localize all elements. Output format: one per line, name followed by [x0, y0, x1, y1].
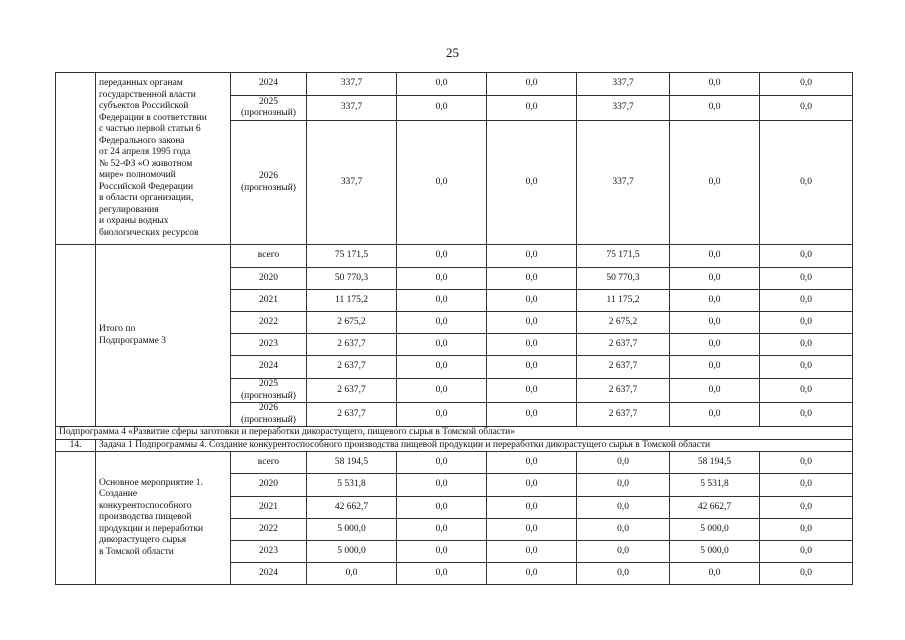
value-cell: 5 000,0	[670, 541, 760, 563]
event-name-line: от 24 апреля 1995 года	[99, 147, 191, 157]
event-name-line: дикорастущего сырья	[99, 535, 187, 546]
value-cell: 0,0	[397, 356, 487, 379]
value-cell: 337,7	[307, 121, 397, 245]
value-cell: 0,0	[760, 379, 853, 403]
year-cell: 2026 (прогнозный)	[231, 403, 307, 427]
year-cell: 2025 (прогнозный)	[231, 379, 307, 403]
value-cell: 0,0	[577, 497, 670, 519]
value-cell: 0,0	[577, 519, 670, 541]
table-row	[56, 73, 853, 96]
value-cell: 0,0	[760, 452, 853, 474]
value-cell: 5 000,0	[670, 519, 760, 541]
value-cell: 0,0	[670, 563, 760, 585]
value-cell: 0,0	[487, 356, 577, 379]
row-index-cell	[56, 245, 96, 427]
year-cell: 2021	[231, 290, 307, 312]
value-cell: 337,7	[577, 121, 670, 245]
value-cell: 0,0	[487, 245, 577, 268]
value-cell: 0,0	[760, 268, 853, 290]
event-name-line: Федерального закона	[99, 135, 185, 146]
value-cell: 0,0	[670, 121, 760, 245]
subprogram-row	[56, 427, 853, 440]
year-cell: 2026 (прогнозный)	[231, 121, 307, 245]
value-cell: 0,0	[397, 497, 487, 519]
event-name-cell	[96, 245, 231, 427]
value-cell: 0,0	[487, 268, 577, 290]
event-name-line: конкурентоспособного	[99, 500, 192, 511]
value-cell: 0,0	[397, 268, 487, 290]
value-cell: 50 770,3	[577, 268, 670, 290]
event-name-line: с частью первой статьи 6	[99, 124, 201, 134]
value-cell: 0,0	[397, 334, 487, 356]
value-cell: 0,0	[670, 403, 760, 427]
value-cell: 0,0	[397, 73, 487, 96]
value-cell: 0,0	[577, 474, 670, 497]
year-cell: 2022	[231, 519, 307, 541]
value-cell: 0,0	[397, 379, 487, 403]
event-name-line: Итого по	[99, 324, 136, 334]
value-cell: 75 171,5	[307, 245, 397, 268]
value-cell: 0,0	[487, 379, 577, 403]
value-cell: 0,0	[670, 268, 760, 290]
value-cell: 0,0	[307, 563, 397, 585]
value-cell: 2 637,7	[577, 403, 670, 427]
value-cell: 0,0	[487, 497, 577, 519]
value-cell: 0,0	[397, 290, 487, 312]
value-cell: 0,0	[670, 356, 760, 379]
task-text: Задача 1 Подпрограммы 4. Создание конкурентоспособного производства пищевой продукции и переработки дикорастущего сырья в Томской области	[96, 439, 853, 452]
value-cell: 0,0	[397, 541, 487, 563]
value-cell: 0,0	[670, 96, 760, 121]
value-cell: 0,0	[397, 245, 487, 268]
task-index: 14.	[56, 439, 96, 452]
value-cell: 0,0	[397, 121, 487, 245]
value-cell: 75 171,5	[577, 245, 670, 268]
event-name-line: Федерации в соответствии	[99, 112, 207, 123]
year-cell: 2020	[231, 474, 307, 497]
value-cell: 0,0	[487, 541, 577, 563]
value-cell: 0,0	[670, 73, 760, 96]
value-cell: 5 531,8	[670, 474, 760, 497]
event-name-line: переданных органам	[99, 78, 183, 88]
value-cell: 5 000,0	[307, 519, 397, 541]
row-index-cell	[56, 452, 96, 585]
value-cell: 0,0	[487, 519, 577, 541]
page-number: 25	[446, 45, 459, 60]
value-cell: 0,0	[487, 474, 577, 497]
event-name-line: Российской Федерации	[99, 181, 194, 192]
year-cell: всего	[231, 452, 307, 474]
value-cell: 2 675,2	[577, 312, 670, 334]
year-cell: 2023	[231, 334, 307, 356]
value-cell: 0,0	[670, 334, 760, 356]
row-index-cell	[56, 73, 96, 245]
event-name-line: Подпрограмме 3	[99, 335, 166, 346]
value-cell: 2 637,7	[577, 334, 670, 356]
year-cell: всего	[231, 245, 307, 268]
event-name-cell	[96, 452, 231, 585]
value-cell: 0,0	[397, 563, 487, 585]
value-cell: 11 175,2	[307, 290, 397, 312]
value-cell: 2 675,2	[307, 312, 397, 334]
event-name-line: биологических ресурсов	[99, 227, 199, 238]
value-cell: 2 637,7	[577, 356, 670, 379]
table-row	[56, 245, 853, 268]
value-cell: 0,0	[760, 245, 853, 268]
year-cell: 2022	[231, 312, 307, 334]
event-name-line: мире» полномочий	[99, 170, 176, 180]
value-cell: 0,0	[760, 312, 853, 334]
value-cell: 337,7	[577, 73, 670, 96]
value-cell: 0,0	[760, 356, 853, 379]
value-cell: 0,0	[760, 519, 853, 541]
year-cell: 2020	[231, 268, 307, 290]
value-cell: 0,0	[487, 312, 577, 334]
value-cell: 0,0	[487, 563, 577, 585]
value-cell: 0,0	[670, 312, 760, 334]
value-cell: 0,0	[487, 96, 577, 121]
table-row	[56, 452, 853, 474]
value-cell: 0,0	[760, 121, 853, 245]
value-cell: 42 662,7	[307, 497, 397, 519]
budget-table	[55, 72, 853, 585]
value-cell: 0,0	[487, 452, 577, 474]
year-cell: 2021	[231, 497, 307, 519]
event-name-line: Основное мероприятие 1.	[99, 477, 203, 488]
value-cell: 0,0	[670, 290, 760, 312]
task-row	[56, 439, 853, 452]
subprogram-title: Подпрограмма 4 «Развитие сферы заготовки и переработки дикорастущего, пищевого сырья в Томской области»	[56, 427, 853, 440]
value-cell: 5 531,8	[307, 474, 397, 497]
value-cell: 0,0	[397, 403, 487, 427]
value-cell: 0,0	[487, 121, 577, 245]
value-cell: 0,0	[760, 403, 853, 427]
value-cell: 0,0	[487, 403, 577, 427]
value-cell: 50 770,3	[307, 268, 397, 290]
value-cell: 0,0	[397, 519, 487, 541]
event-name-line: государственной власти	[99, 89, 196, 100]
value-cell: 0,0	[760, 73, 853, 96]
value-cell: 2 637,7	[307, 334, 397, 356]
event-name-line: субъектов Российской	[99, 101, 189, 111]
value-cell: 0,0	[397, 452, 487, 474]
value-cell: 0,0	[670, 245, 760, 268]
event-name-line: производства пищевой	[99, 512, 192, 523]
value-cell: 0,0	[760, 563, 853, 585]
value-cell: 0,0	[487, 290, 577, 312]
value-cell: 0,0	[397, 96, 487, 121]
value-cell: 0,0	[487, 334, 577, 356]
value-cell: 58 194,5	[307, 452, 397, 474]
year-cell: 2024	[231, 563, 307, 585]
value-cell: 337,7	[577, 96, 670, 121]
value-cell: 0,0	[760, 497, 853, 519]
value-cell: 0,0	[577, 452, 670, 474]
value-cell: 2 637,7	[307, 356, 397, 379]
value-cell: 0,0	[397, 312, 487, 334]
value-cell: 2 637,7	[307, 379, 397, 403]
value-cell: 58 194,5	[670, 452, 760, 474]
event-name-cell	[96, 73, 231, 245]
event-name-line: продукции и переработки	[99, 523, 204, 534]
year-cell: 2024	[231, 73, 307, 96]
value-cell: 0,0	[760, 474, 853, 497]
value-cell: 0,0	[760, 541, 853, 563]
value-cell: 2 637,7	[307, 403, 397, 427]
value-cell: 0,0	[397, 474, 487, 497]
event-name-line: и охраны водных	[99, 216, 169, 226]
value-cell: 0,0	[577, 563, 670, 585]
year-cell: 2025 (прогнозный)	[231, 96, 307, 121]
value-cell: 0,0	[670, 379, 760, 403]
event-name-line: Создание	[99, 489, 138, 500]
value-cell: 337,7	[307, 73, 397, 96]
event-name-line: регулирования	[99, 204, 159, 215]
value-cell: 2 637,7	[577, 379, 670, 403]
event-name-line: № 52-ФЗ «О животном	[99, 158, 193, 169]
value-cell: 42 662,7	[670, 497, 760, 519]
year-cell: 2023	[231, 541, 307, 563]
year-cell: 2024	[231, 356, 307, 379]
value-cell: 0,0	[487, 73, 577, 96]
value-cell: 0,0	[760, 334, 853, 356]
event-name-line: в Томской области	[99, 546, 174, 557]
value-cell: 0,0	[760, 290, 853, 312]
value-cell: 0,0	[760, 96, 853, 121]
value-cell: 5 000,0	[307, 541, 397, 563]
value-cell: 11 175,2	[577, 290, 670, 312]
event-name-line: в области организации,	[99, 193, 194, 203]
value-cell: 337,7	[307, 96, 397, 121]
value-cell: 0,0	[577, 541, 670, 563]
